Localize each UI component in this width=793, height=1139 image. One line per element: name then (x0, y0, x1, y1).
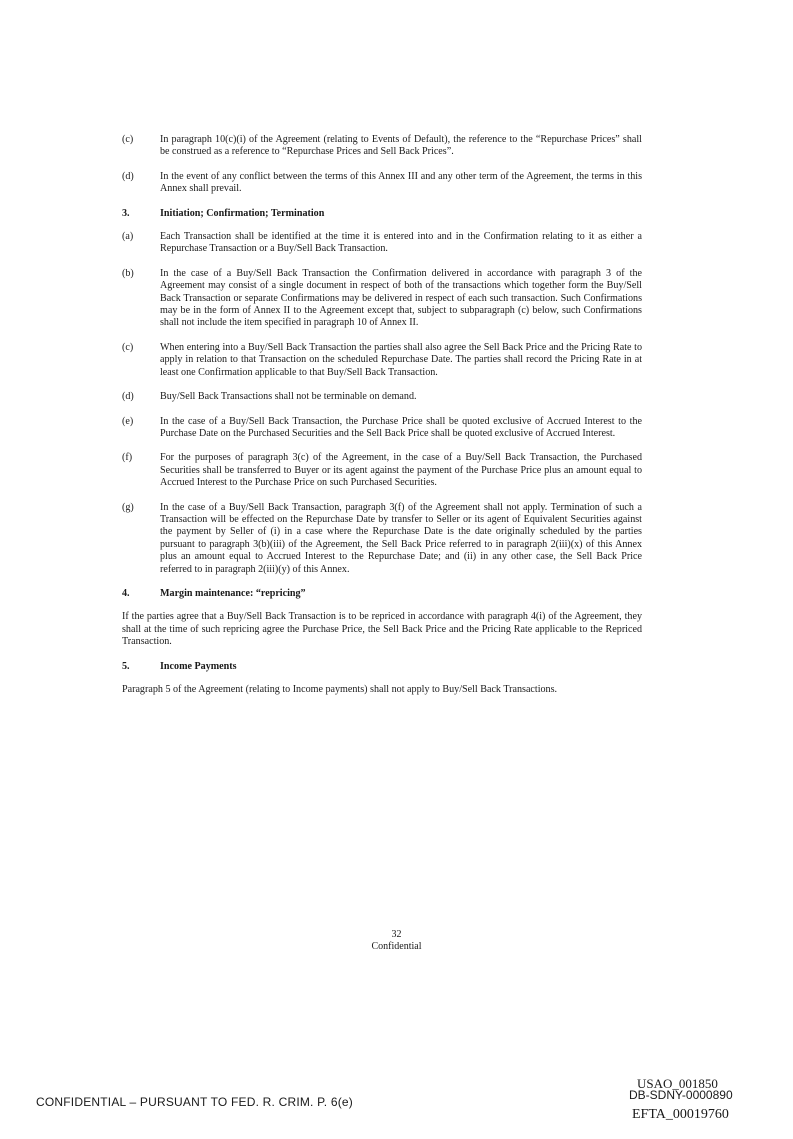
efta-bates-stamp: EFTA_00019760 (632, 1107, 729, 1122)
section-4-text: If the parties agree that a Buy/Sell Back Transaction is to be repriced in accordance with paragraph 4(i) of the Agreement, they shall at the time of such repricing agree the Purchase Price, the Sell Back Price and the Pricing Rate applicable to the Repriced Transaction. (122, 611, 642, 648)
clause-label: (c) (122, 134, 134, 145)
section-3-clause-a (122, 231, 642, 256)
section-3-clause-b (122, 268, 642, 330)
clause-label: (f) (122, 452, 133, 464)
section-number: 3. (122, 207, 130, 219)
clause-text: In the case of a Buy/Sell Back Transaction the Confirmation delivered in accordance with paragraph 3 of the Agreement may consist of a single document in respect of both of the transactions which together form the Buy/Sell Back Transaction or separate Confirmations may be delivered in respect of each such transaction. Such Confirmations may be in the form of Annex II to the Agreement except that, subject to subparagraph (c) below, such Confirmations shall not include the item specified in paragraph 10 of Annex II. (160, 267, 642, 329)
clause-label: (e) (122, 415, 134, 427)
clause-text: When entering into a Buy/Sell Back Transaction the parties shall also agree the Sell Back Price and the Pricing Rate to apply in relation to that Transaction on the scheduled Repurchase Date. The parties shall record the Pricing Rate in at least one Confirmation applicable to that Buy/Sell Back Transaction. (160, 341, 642, 378)
db-bates-stamp: DB-SDNY-0000890 (629, 1088, 733, 1102)
clause-text: In the event of any conflict between the terms of this Annex III and any other term of the Agreement, the terms in this Annex shall prevail. (160, 170, 642, 195)
clause-label: (d) (122, 170, 134, 182)
clause-label: (c) (122, 341, 134, 353)
section-3-clause-e (122, 416, 642, 441)
page-number: 32 (391, 929, 402, 940)
section-number: 4. (122, 587, 130, 599)
clause-text: For the purposes of paragraph 3(c) of the Agreement, in the case of a Buy/Sell Back Transaction, the Purchased Securities shall be transferred to Buyer or its agent against the payment of the Purchase Price plus an amount equal to Accrued Interest to the Purchase Price on such Purchased Securities. (160, 452, 642, 489)
clause-text: Each Transaction shall be identified at the time it is entered into and in the Confirmation relating to it as either a Repurchase Transaction or a Buy/Sell Back Transaction. (160, 231, 642, 255)
clause-c (122, 134, 642, 159)
grand-jury-legend: CONFIDENTIAL – PURSUANT TO FED. R. CRIM. P. 6(e) (36, 1095, 353, 1109)
section-3-clause-c (122, 342, 642, 379)
clause-text: In paragraph 10(c)(i) of the Agreement (relating to Events of Default), the reference to the “Repurchase Prices” shall be construed as a reference to “Repurchase Prices and Sell Back Prices”. (160, 134, 642, 158)
section-3-clause-d (122, 391, 642, 403)
clause-text: In the case of a Buy/Sell Back Transaction, the Purchase Price shall be quoted exclusive of Accrued Interest to the Purchase Date on the Purchased Securities and the Sell Back Price shall be quoted exclusive of Accrued Interest. (160, 415, 642, 439)
section-title: Initiation; Confirmation; Termination (160, 207, 325, 219)
clause-label: (g) (122, 501, 134, 513)
usao-bates-stamp: USAO_001850 (637, 1076, 718, 1091)
section-title: Margin maintenance: “repricing” (160, 587, 306, 599)
section-number: 5. (122, 660, 130, 672)
section-5-heading (122, 661, 642, 673)
section-4-heading (122, 588, 642, 600)
section-title: Income Payments (160, 660, 237, 672)
document-body (122, 134, 642, 708)
clause-label: (b) (122, 267, 134, 279)
section-5-text: Paragraph 5 of the Agreement (relating to Income payments) shall not apply to Buy/Sell Back Transactions. (122, 684, 558, 695)
clause-label: (a) (122, 231, 134, 243)
section-3-heading (122, 208, 642, 220)
clause-text: In the case of a Buy/Sell Back Transaction, paragraph 3(f) of the Agreement shall not apply. Termination of such a Transaction will be effected on the Repurchase Date by transfer to Seller or its agent of Equivalent Securities against the payment by Seller of (i) in a case where the Repurchase Date is the date originally scheduled by the parties pursuant to paragraph 3(b)(iii) of the Agreement, the Sell Back Price referred to in paragraph 2(iii)(x) of this Annex plus an amount equal to Accrued Interest to the Repurchase Date; and (ii) in any other case, the Sell Back Price referred to in paragraph 2(iii)(y) of this Annex. (160, 501, 642, 575)
clause-d (122, 171, 642, 196)
clause-label: (d) (122, 391, 134, 403)
clause-text: Buy/Sell Back Transactions shall not be terminable on demand. (160, 391, 417, 403)
section-3-clause-f (122, 452, 642, 489)
confidential-label: Confidential (371, 941, 422, 952)
section-3-clause-g (122, 502, 642, 576)
